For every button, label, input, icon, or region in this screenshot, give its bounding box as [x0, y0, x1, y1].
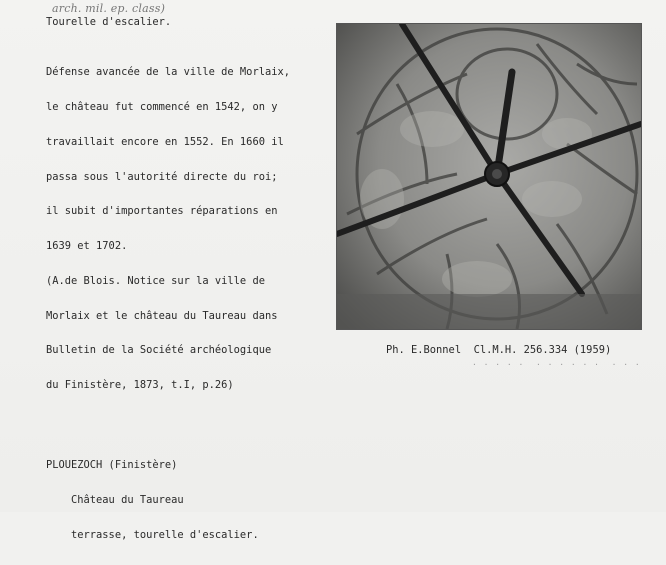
- description-line: Bulletin de la Société archéologique: [46, 344, 272, 357]
- description-line: travaillait encore en 1552. En 1660 il: [46, 135, 284, 148]
- location-detail: terrasse, tourelle d'escalier.: [46, 528, 259, 541]
- location-block: [46, 437, 259, 565]
- description-line: (A.de Blois. Notice sur la ville de: [46, 274, 265, 287]
- card-title: Tourelle d'escalier.: [46, 16, 172, 28]
- location-commune: PLOUEZOCH (Finistère): [46, 459, 178, 472]
- turret-ceiling-photo: [336, 23, 642, 330]
- photo-credit: Ph. E.Bonnel Cl.M.H. 256.334 (1959): [386, 344, 612, 356]
- description-line: 1639 et 1702.: [46, 240, 128, 253]
- handwritten-note: arch. mil. ep. class): [52, 2, 166, 15]
- photo-drawing: [337, 24, 641, 329]
- description-line: il subit d'importantes réparations en: [46, 205, 278, 218]
- description-block: [46, 44, 290, 415]
- location-site: Château du Taureau: [46, 493, 184, 506]
- description-line: du Finistère, 1873, t.I, p.26): [46, 379, 234, 392]
- description-line: Défense avancée de la ville de Morlaix,: [46, 66, 290, 79]
- description-line: passa sous l'autorité directe du roi;: [46, 170, 278, 183]
- photo-credit-marks: . . . . . . . . . . . . . .: [472, 358, 641, 367]
- description-line: le château fut commencé en 1542, on y: [46, 100, 278, 113]
- description-line: Morlaix et le château du Taureau dans: [46, 309, 278, 322]
